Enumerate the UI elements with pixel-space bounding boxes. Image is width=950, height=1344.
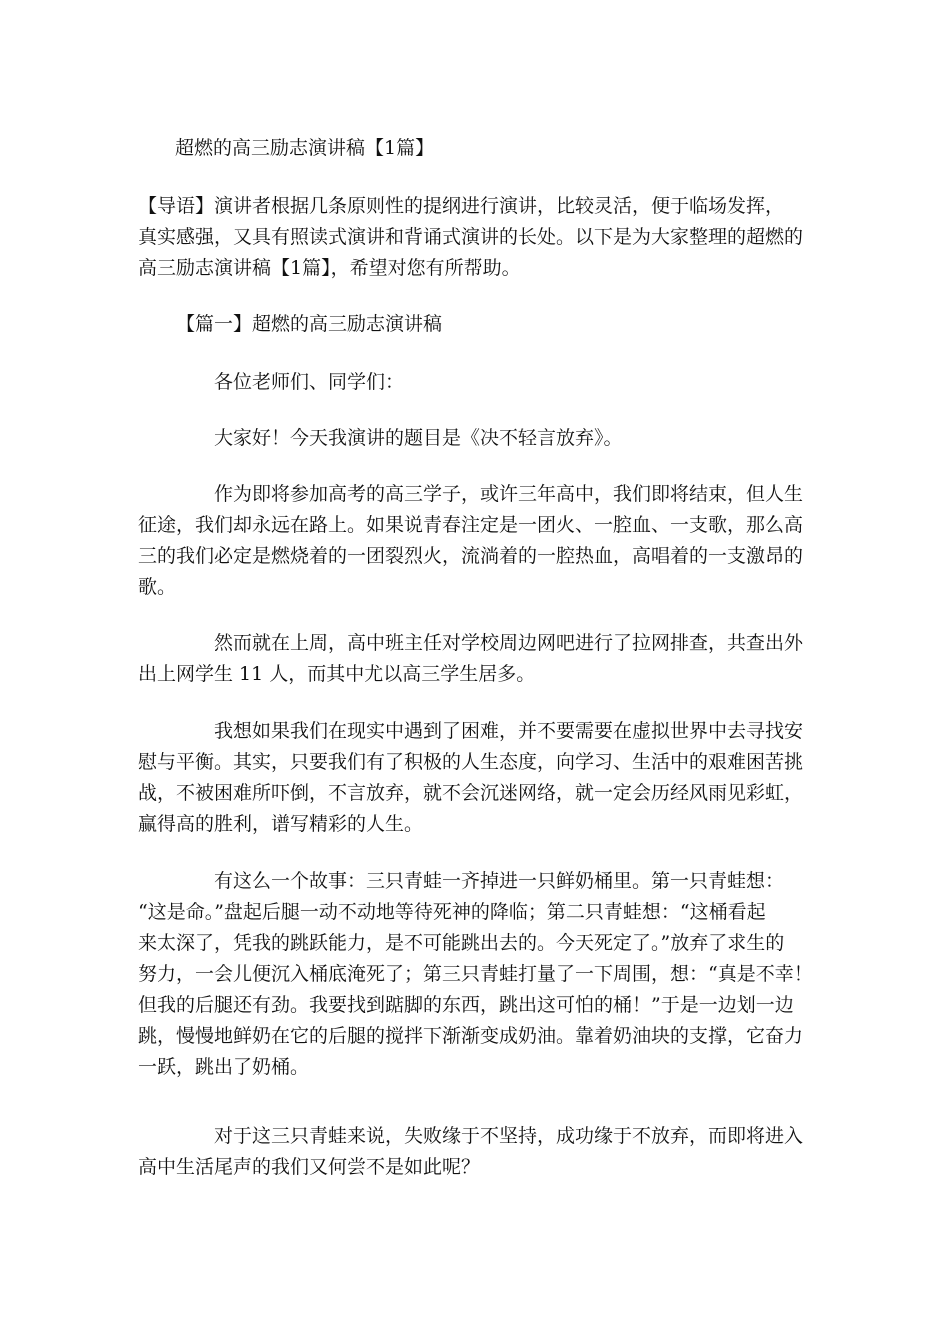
text-line: 一跃，跳出了奶桶。 [138,1056,310,1078]
text-line: 三的我们必定是燃烧着的一团裂烈火，流淌着的一腔热血，高唱着的一支激昂的 [138,545,804,567]
text-line: 有这么一个故事：三只青蛙一齐掉进一只鲜奶桶里。第一只青蛙想： [214,870,785,892]
text-line: 跳，慢慢地鲜奶在它的后腿的搅拌下渐渐变成奶油。靠着奶油块的支撑，它奋力 [138,1025,804,1047]
text-line: 慰与平衡。其实，只要我们有了积极的人生态度，向学习、生活中的艰难困苦挑 [138,751,804,773]
text-line: 【导语】演讲者根据几条原则性的提纲进行演讲，比较灵活，便于临场发挥， [138,195,785,217]
body-paragraph-5 [138,1121,822,1183]
text-line: 但我的后腿还有劲。我要找到踮脚的东西，跳出这可怕的桶！”于是一边划一边 [138,994,794,1016]
body-paragraph-3 [138,716,822,840]
body-paragraph-2 [138,628,822,690]
text-line: 出上网学生 11 人，而其中尤以高三学生居多。 [138,663,536,685]
document-title: 超燃的高三励志演讲稿【1篇】 [175,137,435,159]
text-line: 来太深了，凭我的跳跃能力，是不可能跳出去的。今天死定了。”放弃了求生的 [138,932,785,954]
text-line: 努力，一会儿便沉入桶底淹死了；第三只青蛙打量了一下周围，想：“真是不幸！ [138,963,813,985]
body-paragraph-4 [138,866,822,1083]
greeting-paragraph [138,423,822,454]
text-line: 赢得高的胜利，谱写精彩的人生。 [138,813,424,835]
text-line: 各位老师们、同学们： [214,371,405,393]
body-paragraph-1 [138,479,822,603]
section-heading [138,309,822,340]
text-line: 我想如果我们在现实中遇到了困难，并不要需要在虚拟世界中去寻找安 [214,720,804,742]
text-line: 高中生活尾声的我们又何尝不是如此呢？ [138,1156,481,1178]
intro-paragraph [138,191,822,284]
text-line: 作为即将参加高考的高三学子，或许三年高中，我们即将结束，但人生 [214,483,804,505]
salutation-paragraph [138,367,822,398]
text-line: 歌。 [138,576,177,598]
text-line: 大家好！今天我演讲的题目是《决不轻言放弃》。 [214,427,623,449]
text-line: 【篇一】超燃的高三励志演讲稿 [176,313,443,335]
text-line: 战，不被困难所吓倒，不言放弃，就不会沉迷网络，就一定会历经风雨见彩虹， [138,782,804,804]
text-line: 真实感强，又具有照读式演讲和背诵式演讲的长处。以下是为大家整理的超燃的 [138,226,804,248]
text-line: 对于这三只青蛙来说，失败缘于不坚持，成功缘于不放弃，而即将进入 [214,1125,804,1147]
text-line: 高三励志演讲稿【1篇】，希望对您有所帮助。 [138,257,521,279]
text-line: “这是命。”盘起后腿一动不动地等待死神的降临；第二只青蛙想：“这桶看起 [138,901,766,923]
text-line: 征途，我们却永远在路上。如果说青春注定是一团火、一腔血、一支歌，那么高 [138,514,804,536]
text-line: 然而就在上周，高中班主任对学校周边网吧进行了拉网排查，共查出外 [214,632,804,654]
